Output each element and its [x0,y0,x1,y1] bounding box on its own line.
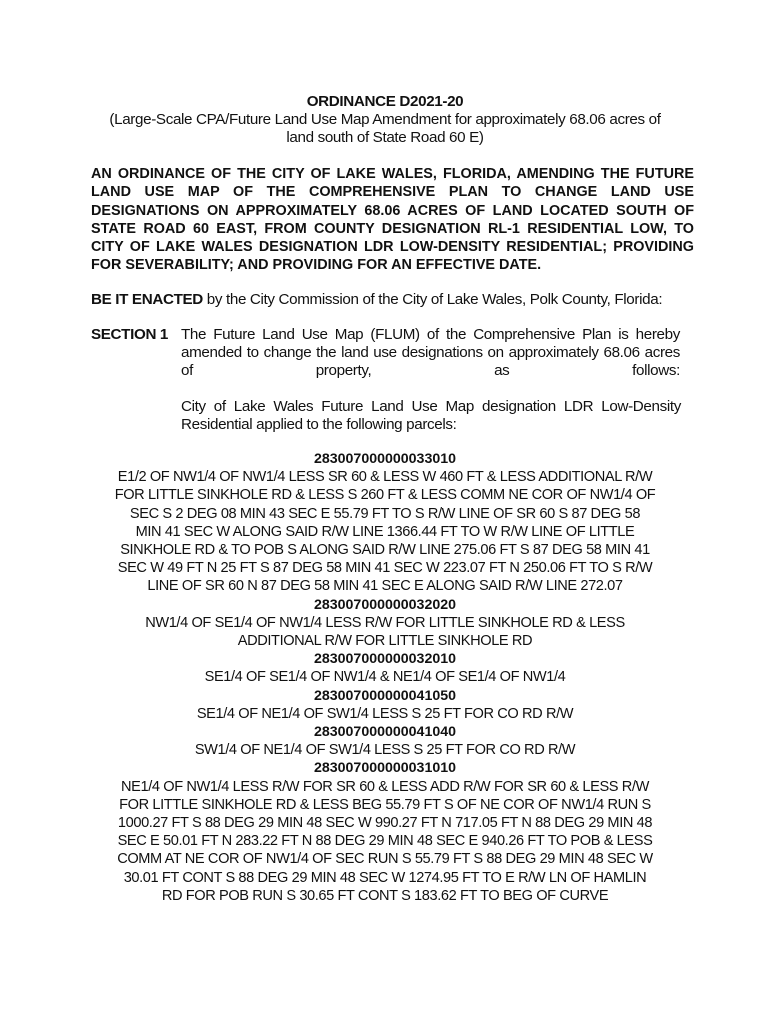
parcel-description-line: 1000.27 FT S 88 DEG 29 MIN 48 SEC W 990.27 FT N 717.05 FT N 88 DEG 29 MIN 48 [117,815,653,832]
ordinance-subtitle [80,111,690,147]
parcel-description-line: 30.01 FT CONT S 88 DEG 29 MIN 48 SEC W 1274.95 FT TO E R/W LN OF HAMLIN [123,869,647,886]
subtitle-line-2: land south of State Road 60 E) [286,129,484,147]
parcel-entry [85,650,685,686]
parcel-entry [85,687,685,723]
parcel-id: 283007000000031010 [313,760,457,777]
parcel-id: 283007000000041040 [313,724,457,741]
parcel-description-line: LINE OF SR 60 N 87 DEG 58 MIN 41 SEC E ALONG SAID R/W LINE 272.07 [147,578,623,595]
parcel-id: 283007000000032010 [313,651,457,668]
parcel-description-line: NW1/4 OF SE1/4 OF NW1/4 LESS R/W FOR LITTLE SINKHOLE RD & LESS [145,614,625,631]
ordinance-preamble: AN ORDINANCE OF THE CITY OF LAKE WALES, FLORIDA, AMENDING THE FUTURE LAND USE MAP OF THE COMPREHENSIVE PLAN TO CHANGE LAND USE DESIGNATIONS ON APPROXIMATELY 68.06 ACRES OF LAND LOCATED SOUTH OF STATE ROAD 60 EAST, FROM COUNTY DESIGNATION RL-1 RESIDENTIAL LOW, TO CITY OF LAKE WALES DESIGNATION LDR LOW-DENSITY RESIDENTIAL; PROVIDING FOR SEVERABILITY; AND PROVIDING FOR AN EFFECTIVE DATE. [91,166,694,274]
parcel-description-line: SE1/4 OF SE1/4 OF NW1/4 & NE1/4 OF SE1/4 OF NW1/4 [204,669,566,686]
parcel-description-line: RD FOR POB RUN S 30.65 FT CONT S 183.62 FT TO BEG OF CURVE [161,887,609,904]
parcel-entry [85,450,685,596]
parcel-description-line: SW1/4 OF NE1/4 OF SW1/4 LESS S 25 FT FOR CO RD R/W [194,742,576,759]
parcel-entry [85,596,685,651]
parcel-description-line: E1/2 OF NW1/4 OF NW1/4 LESS SR 60 & LESS W 460 FT & LESS ADDITIONAL R/W [117,469,653,486]
parcel-entry [85,759,685,905]
parcel-description-line: NE1/4 OF NW1/4 LESS R/W FOR SR 60 & LESS ADD R/W FOR SR 60 & LESS R/W [121,778,649,795]
parcel-description-line: FOR LITTLE SINKHOLE RD & LESS S 260 FT & LESS COMM NE COR OF NW1/4 OF [114,487,656,504]
parcel-description-line: SEC S 2 DEG 08 MIN 43 SEC E 55.79 FT TO S R/W LINE OF SR 60 S 87 DEG 58 [129,505,641,522]
parcel-description-line: FOR LITTLE SINKHOLE RD & LESS BEG 55.79 FT S OF NE COR OF NW1/4 RUN S [119,796,651,813]
parcel-list [85,450,685,905]
parcel-description-line: ADDITIONAL R/W FOR LITTLE SINKHOLE RD [237,633,533,650]
designation-text: City of Lake Wales Future Land Use Map designation LDR Low-Density Residential applied to the following parcels: [181,398,681,434]
parcel-id: 283007000000033010 [313,451,457,467]
parcel-description-line: SEC W 49 FT N 25 FT S 87 DEG 58 MIN 41 SEC W 223.07 FT N 250.06 FT TO S R/W [117,560,653,577]
parcel-id: 283007000000041050 [313,687,457,704]
section-label: SECTION 1 [91,326,169,343]
parcel-description-line: SE1/4 OF NE1/4 OF SW1/4 LESS S 25 FT FOR CO RD R/W [196,705,574,722]
parcel-description-line: MIN 41 SEC W ALONG SAID R/W LINE 1366.44 FT TO W R/W LINE OF LITTLE [135,523,635,540]
parcel-entry [85,723,685,759]
parcel-description-line: SINKHOLE RD & TO POB S ALONG SAID R/W LINE 275.06 FT S 87 DEG 58 MIN 41 [120,542,650,559]
ordinance-title: ORDINANCE D2021-20 [306,93,464,110]
parcel-description-line: COMM AT NE COR OF NW1/4 OF SEC RUN S 55.79 FT S 88 DEG 29 MIN 48 SEC W [117,851,653,868]
parcel-description-line: SEC E 50.01 FT N 283.22 FT N 88 DEG 29 MIN 48 SEC E 940.26 FT TO POB & LESS [117,833,653,850]
section-body: The Future Land Use Map (FLUM) of the Comprehensive Plan is hereby amended to change the land use designations on approximately 68.06 acres of property, as follows: [181,326,680,380]
enacting-clause [91,291,701,309]
subtitle-line-1: (Large-Scale CPA/Future Land Use Map Amendment for approximately 68.06 acres of [109,111,661,128]
enacted-text: by the City Commission of the City of Lake Wales, Polk County, Florida: [202,291,663,308]
enacted-label: BE IT ENACTED [91,291,203,308]
parcel-id: 283007000000032020 [313,596,457,613]
